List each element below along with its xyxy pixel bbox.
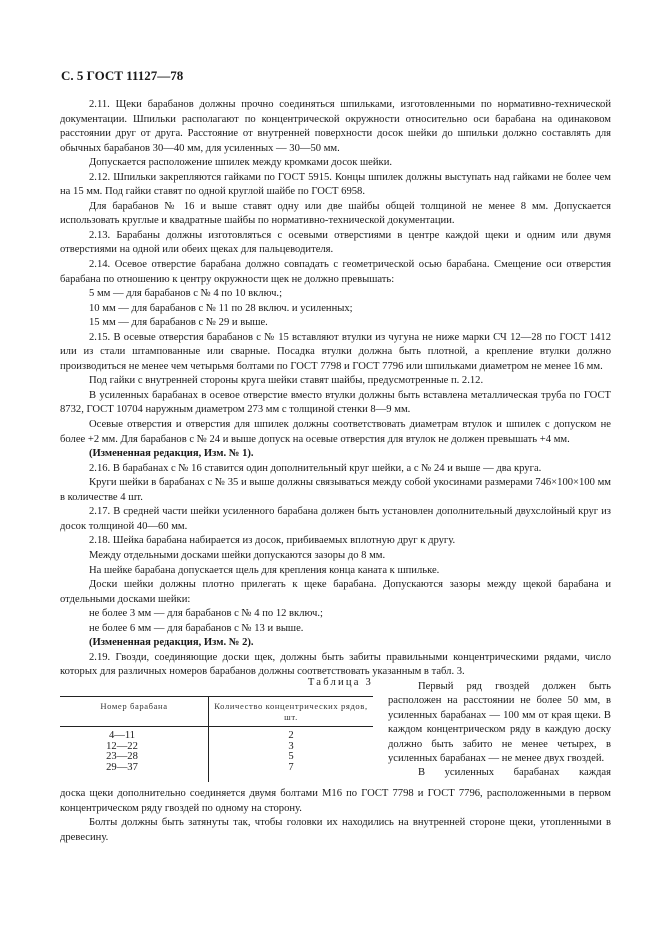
paragraph: В усиленных барабанах в осевое отверстие вместо втулки должны быть вставлена металлическая труба по ГОСТ 8732, ГОСТ 10704 наружным диаметром 273 мм с толщиной стенки 8—9 мм. bbox=[60, 389, 611, 416]
paragraph: Первый ряд гвоздей должен быть расположен на расстоянии не более 50 мм, в усиленных барабанах — 100 мм от края щеки. В каждом концентрическом ряду в каждую доску должно быть забито не менее четырех, в усиленных барабанах — не менее двух гвоздей. bbox=[388, 681, 611, 765]
cell-drum-number: 29—37 bbox=[60, 763, 209, 782]
bottom-text bbox=[60, 787, 611, 845]
list-item: 5 мм — для барабанов с № 4 по 10 включ.; bbox=[89, 288, 283, 300]
nail-rows-table bbox=[60, 696, 373, 782]
paragraph-continued: доска щеки дополнительно соединяется двумя болтами М16 по ГОСТ 7798 и ГОСТ 7796, расположенными в первом концентрическом ряду гвоздей по одному на сторону. bbox=[60, 788, 611, 814]
paragraph: Для барабанов № 16 и выше ставят одну или две шайбы общей толщиной не менее 8 мм. Допускается использовать круглые и квадратные шайбы по нормативно-технической документации. bbox=[60, 200, 611, 227]
list-item: не более 3 мм — для барабанов с № 4 по 12 включ.; bbox=[89, 608, 323, 620]
paragraph-2-16: 2.16. В барабанах с № 16 ставится один дополнительный круг шейки, а с № 24 и выше — два круга. bbox=[89, 462, 542, 474]
cell-ring-count: 2 bbox=[288, 730, 294, 741]
column-header-ring-count: Количество концентрических рядов, шт. bbox=[209, 697, 374, 727]
cell-drum-number: 12—22 bbox=[60, 742, 209, 753]
amendment-note: (Измененная редакция, Изм. № 2). bbox=[89, 637, 254, 649]
side-text bbox=[388, 680, 611, 781]
paragraph-2-11: 2.11. Щеки барабанов должны прочно соединяться шпильками, изготовленными по нормативно-технической документации. Шпильки располагают по концентрической окружности относительно оси барабана на одинаковом расстоянии друг от друга. Расстояние от внутренней поверхности досок шейки до шпильки должно составлять для обычных барабанов 30—40 мм, для усиленных — 30—50 мм. bbox=[60, 99, 611, 154]
paragraph: Болты должны быть затянуты так, чтобы головки их находились на внутренней стороне щеки, утопленными в древесину. bbox=[60, 817, 611, 843]
amendment-note: (Измененная редакция, Изм. № 1). bbox=[89, 448, 254, 460]
paragraph-2-18: 2.18. Шейка барабана набирается из досок, прибиваемых вплотную друг к другу. bbox=[89, 535, 456, 547]
paragraph-2-12: 2.12. Шпильки закрепляются гайками по ГОСТ 5915. Концы шпилек должны выступать над гайками не более чем на 15 мм. Под гайки ставят по одной круглой шайбе по ГОСТ 6958. bbox=[60, 171, 611, 198]
paragraph-2-19: 2.19. Гвозди, соединяющие доски щек, должны быть забиты правильными концентрическими рядами, число которых для различных номеров барабанов должны соответствовать указанным в табл. 3. bbox=[60, 651, 611, 678]
table-caption: Таблица 3 bbox=[307, 677, 373, 688]
cell-ring-count: 7 bbox=[288, 762, 294, 774]
cell-ring-count: 5 bbox=[288, 751, 294, 763]
table-row bbox=[60, 727, 373, 742]
paragraph: Осевые отверстия и отверстия для шпилек должны соответствовать диаметрам втулок и шпилек с допуском не более +2 мм. Для барабанов с № 24 и выше допуск на осевые отверстия для втулок не должен превышать +4 мм. bbox=[60, 419, 611, 445]
cell-ring-count: 3 bbox=[288, 740, 294, 752]
paragraph-2-17: 2.17. В средней части шейки усиленного барабана должен быть установлен дополнительный двухслойный круг из досок толщиной 40—60 мм. bbox=[60, 506, 611, 532]
paragraph: На шейке барабана допускается щель для крепления конца каната к шпильке. bbox=[89, 564, 440, 576]
column-header-drum-number: Номер барабана bbox=[60, 697, 209, 727]
cell-drum-number: 4—11 bbox=[60, 727, 209, 742]
paragraph-2-15: 2.15. В осевые отверстия барабанов с № 15 вставляют втулки из чугуна не ниже марки СЧ 12—28 по ГОСТ 1412 или из стали штампованные или сварные. Посадка втулки должна быть плотной, а крепление втулки должно производиться не менее чем четырьмя болтами по ГОСТ 7798 и ГОСТ 7796 или шпильками диаметром не менее 16 мм. bbox=[60, 331, 611, 372]
table-row bbox=[60, 763, 373, 782]
list-item: 15 мм — для барабанов с № 29 и выше. bbox=[89, 317, 268, 329]
paragraph: Под гайки с внутренней стороны круга шейки ставят шайбы, предусмотренные п. 2.12. bbox=[89, 375, 484, 387]
page-header: С. 5 ГОСТ 11127—78 bbox=[61, 68, 184, 83]
list-item: 10 мм — для барабанов с № 11 по 28 включ. и усиленных; bbox=[89, 302, 353, 314]
cell-drum-number: 23—28 bbox=[60, 752, 209, 763]
paragraph: Доски шейки должны плотно прилегать к щеке барабана. Допускаются зазоры между щекой барабана и отдельными досками шейки: bbox=[60, 579, 611, 605]
paragraph: Допускается расположение шпилек между кромками досок шейки. bbox=[89, 157, 393, 169]
paragraph: В усиленных барабанах каждая bbox=[418, 767, 611, 779]
paragraph: Круги шейки в барабанах с № 35 и выше должны связываться между собой укосинами размерами 746×100×100 мм в количестве 4 шт. bbox=[60, 477, 611, 503]
paragraph: Между отдельными досками шейки допускаются зазоры до 8 мм. bbox=[89, 549, 386, 561]
paragraph-2-14: 2.14. Осевое отверстие барабана должно совпадать с геометрической осью барабана. Смещение оси отверстия барабана по отношению к центру окружности щек не должно превышать: bbox=[60, 259, 611, 285]
paragraph-2-13: 2.13. Барабаны должны изготовляться с осевыми отверстиями в центре каждой щеки и одним или двумя отверстиями на одной или обеих щеках для пальцеводителя. bbox=[60, 229, 611, 256]
table-3 bbox=[60, 676, 373, 782]
main-text bbox=[60, 98, 611, 680]
list-item: не более 6 мм — для барабанов с № 13 и выше. bbox=[89, 622, 304, 634]
